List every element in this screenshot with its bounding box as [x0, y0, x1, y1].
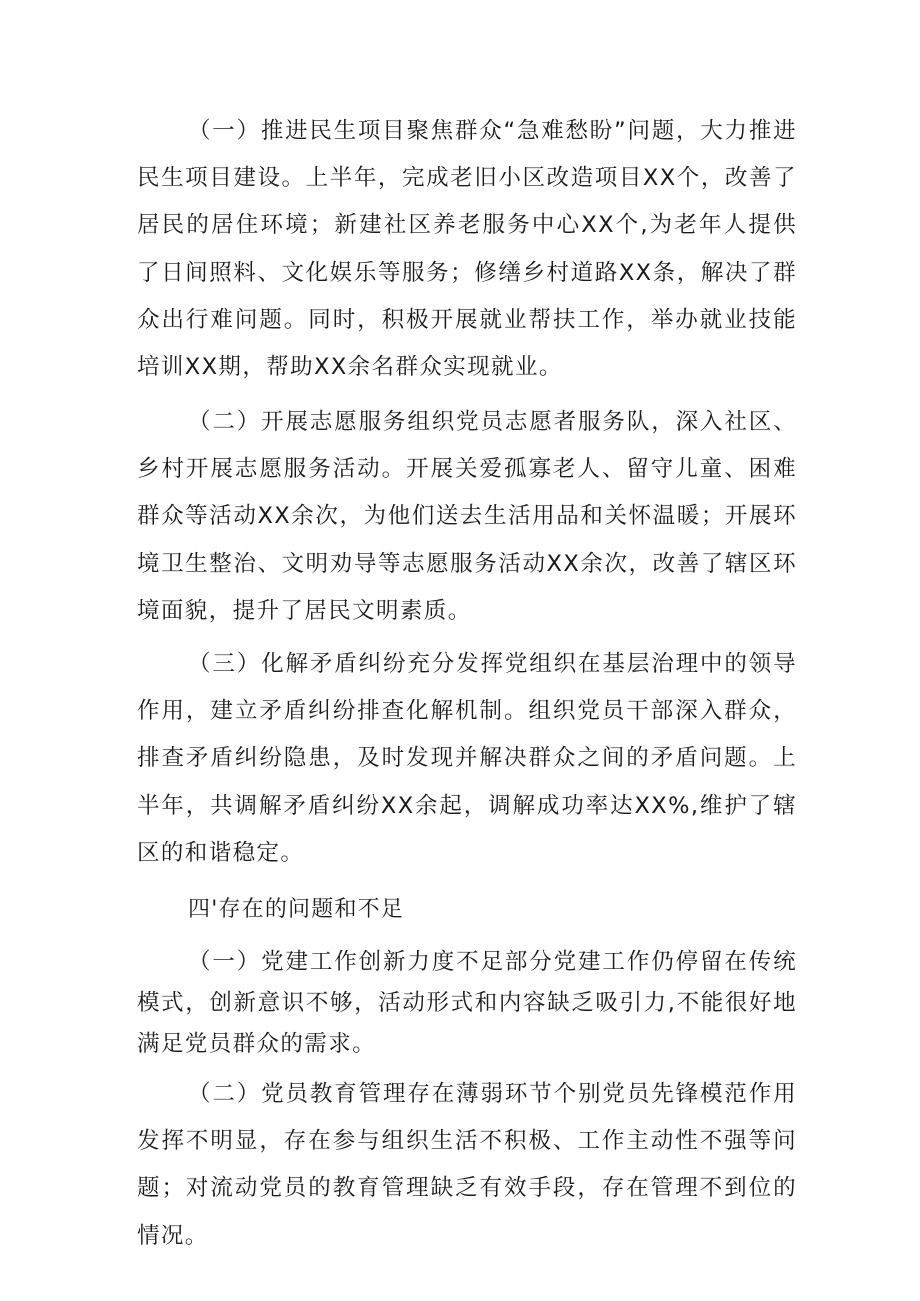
paragraph-dispute-resolution: （三）化解矛盾纠纷充分发挥党组织在基层治理中的领导作用，建立矛盾纠纷排查化解机制。组织党员干部深入群众，排查矛盾纠纷隐患，及时发现并解决群众之间的矛盾问题。上半年，共调解矛盾纠纷XX余起，调解成功率达XX%,维护了辖区的和谐稳定。: [137, 651, 797, 866]
paragraph-issue-innovation: （一）党建工作创新力度不足部分党建工作仍停留在传统模式，创新意识不够，活动形式和内容缺乏吸引力,不能很好地满足党员群众的需求。: [137, 949, 797, 1057]
paragraph-issue-member-management: （二）党员教育管理存在薄弱环节个别党员先锋模范作用发挥不明显，存在参与组织生活不积极、工作主动性不强等问题；对流动党员的教育管理缺乏有效手段，存在管理不到位的情况。: [137, 1081, 797, 1249]
paragraph-volunteer-service: （二）开展志愿服务组织党员志愿者服务队，深入社区、乡村开展志愿服务活动。开展关爱孤寡老人、留守儿童、困难群众等活动XX余次，为他们送去生活用品和关怀温暖；开展环境卫生整治、文明劝导等志愿服务活动XX余次，改善了辖区环境面貌，提升了居民文明素质。: [137, 409, 797, 624]
paragraph-livelihood-projects: （一）推进民生项目聚焦群众“急难愁盼”问题，大力推进民生项目建设。上半年，完成老旧小区改造项目XX个，改善了居民的居住环境；新建社区养老服务中心XX个,为老年人提供了日间照料、文化娱乐等服务；修缮乡村道路XX条，解决了群众出行难问题。同时，积极开展就业帮扶工作，举办就业技能培训XX期，帮助XX余名群众实现就业。: [137, 118, 797, 381]
section-heading-problems: 四'存在的问题和不足: [188, 897, 405, 922]
